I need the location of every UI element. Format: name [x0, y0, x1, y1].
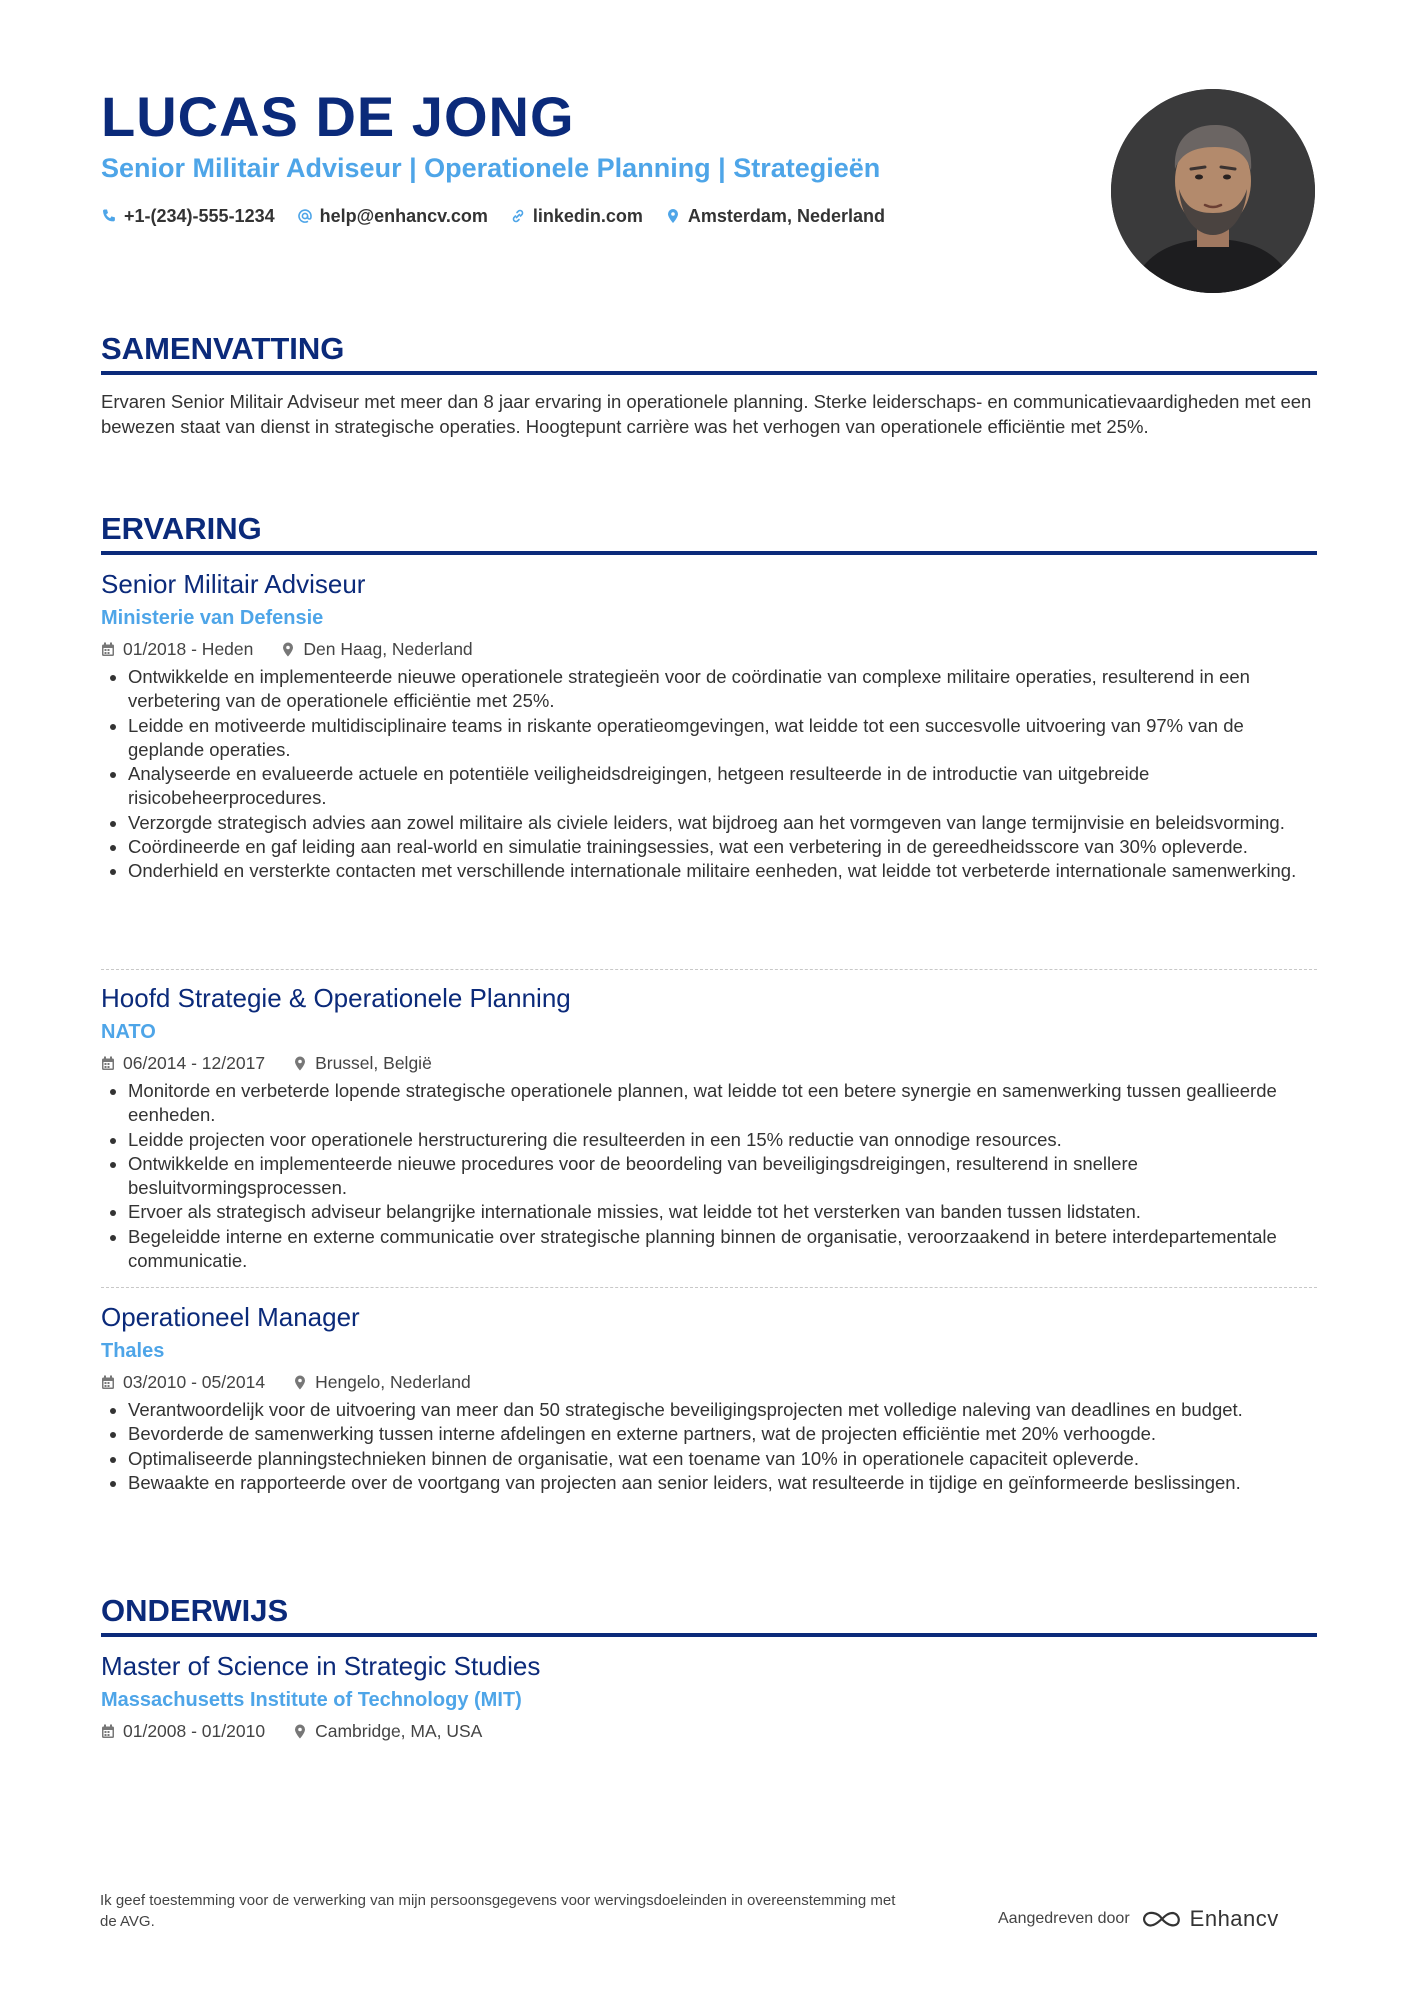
consent-note: Ik geef toestemming voor de verwerking van mijn persoonsgegevens voor wervingsdoeleinden in overeenstemming met de AVG.: [100, 1892, 896, 1930]
job-meta: [101, 1049, 1317, 1077]
job-bullets: [101, 1398, 1317, 1495]
job-role: Hoofd Strategie & Operationele Planning: [101, 983, 571, 1013]
list-item: • Analyseerde en evalueerde actuele en potentiële veiligheidsdreigingen, hetgeen resulteerde in de introductie van uitgebreide risicobeheerprocedures.: [128, 762, 1317, 811]
email-text: help@enhancv.com: [319, 206, 488, 226]
location-pin-icon: [665, 208, 681, 224]
job-location-text: Den Haag, Nederland: [303, 639, 473, 659]
linkedin-text: linkedin.com: [532, 206, 643, 226]
contact-location: [665, 202, 885, 230]
job-role: Senior Militair Adviseur: [101, 569, 366, 599]
calendar-icon: [101, 1056, 115, 1071]
list-item: • Bevorderde de samenwerking tussen interne afdelingen en externe partners, wat de projecten efficiëntie met 20% verhoogde.: [128, 1422, 1317, 1446]
location-pin-icon: [281, 642, 295, 657]
job-organization: Thales: [101, 1340, 165, 1362]
education-location: [293, 1717, 482, 1745]
powered-by-label: Aangedreven door: [998, 1910, 1130, 1927]
contact-email[interactable]: [297, 202, 488, 230]
list-item: • Leidde en motiveerde multidisciplinaire teams in riskante operatieomgevingen, wat leidde tot een succesvolle uitvoering van 97% van de geplande operaties.: [128, 714, 1317, 763]
list-item: • Onderhield en versterkte contacten met verschillende internationale militaire eenheden, wat leidde tot verbeterde internationale samenwerking.: [128, 859, 1317, 883]
education-meta: [101, 1717, 1317, 1745]
list-item: • Coördineerde en gaf leiding aan real-world en simulatie trainingsessies, wat een verbetering in de gereedheidsscore van 30% opleverde.: [128, 835, 1317, 859]
list-item: • Ontwikkelde en implementeerde nieuwe procedures voor de beoordeling van beveiligingsdreigingen, resulterend in snellere besluitvormingsprocessen.: [128, 1152, 1317, 1201]
location-pin-icon: [293, 1375, 307, 1390]
job-bullets: [101, 1079, 1317, 1273]
job-location-text: Hengelo, Nederland: [315, 1372, 471, 1392]
link-icon: [510, 208, 526, 224]
job-role: Operationeel Manager: [101, 1302, 360, 1332]
list-item: • Verzorgde strategisch advies aan zowel militaire als civiele leiders, wat bijdroeg aan het vormgeven van lange termijnvisie en beleidsvorming.: [128, 811, 1317, 835]
job-location: [281, 635, 472, 663]
education-dates: [101, 1717, 265, 1745]
job-dates-text: 01/2018 - Heden: [123, 639, 254, 659]
job-bullets: [101, 665, 1317, 884]
job-dates: [101, 1368, 265, 1396]
contact-phone: [101, 202, 275, 230]
job-meta: [101, 1368, 1317, 1396]
job-dates-text: 06/2014 - 12/2017: [123, 1053, 266, 1073]
infinity-logo-icon: [1140, 1908, 1184, 1930]
education-location-text: Cambridge, MA, USA: [315, 1721, 483, 1741]
list-item: • Ervoer als strategisch adviseur belangrijke internationale missies, wat leidde tot het versterken van banden tussen lidstaten.: [128, 1200, 1317, 1224]
list-item: • Bewaakte en rapporteerde over de voortgang van projecten aan senior leiders, wat resulteerde in tijdige en geïnformeerde beslissingen.: [128, 1471, 1317, 1495]
powered-by[interactable]: [998, 1906, 1279, 1932]
calendar-icon: [101, 1375, 115, 1390]
location-pin-icon: [293, 1056, 307, 1071]
degree: Master of Science in Strategic Studies: [101, 1651, 541, 1681]
experience-heading: ERVARING: [101, 509, 1317, 555]
at-icon: [297, 208, 313, 224]
calendar-icon: [101, 642, 115, 657]
brand-name: Enhancv: [1189, 1906, 1279, 1931]
job-organization: NATO: [101, 1021, 156, 1043]
experience-entry-1: [101, 567, 1317, 884]
job-meta: [101, 635, 1317, 663]
profile-photo: [1111, 89, 1315, 293]
contact-bar: [101, 202, 885, 230]
job-dates: [101, 1049, 265, 1077]
contact-linkedin[interactable]: [510, 202, 643, 230]
education-entry: [101, 1649, 1317, 1745]
job-location-text: Brussel, België: [315, 1053, 432, 1073]
school: Massachusetts Institute of Technology (MIT): [101, 1689, 522, 1711]
portrait-illustration: [1111, 89, 1315, 293]
experience-entry-3: [101, 1300, 1317, 1495]
job-dates: [101, 635, 253, 663]
list-item: • Leidde projecten voor operationele herstructurering die resulteerden in een 15% reductie van onnodige resources.: [128, 1128, 1317, 1152]
candidate-name: LUCAS DE JONG: [101, 85, 575, 148]
education-heading: ONDERWIJS: [101, 1591, 1317, 1637]
job-location: [293, 1368, 471, 1396]
list-item: • Optimaliseerde planningstechnieken binnen de organisatie, wat een toename van 10% in operationele capaciteit opleverde.: [128, 1447, 1317, 1471]
phone-icon: [101, 208, 117, 224]
enhancv-logo: [1140, 1906, 1279, 1932]
candidate-title: Senior Militair Adviseur | Operationele Planning | Strategieën: [101, 153, 881, 183]
job-organization: Ministerie van Defensie: [101, 607, 324, 629]
job-dates-text: 03/2010 - 05/2014: [123, 1372, 266, 1392]
location-pin-icon: [293, 1724, 307, 1739]
experience-entry-2: [101, 981, 1317, 1273]
phone-text: +1-(234)-555-1234: [124, 206, 275, 226]
list-item: • Verantwoordelijk voor de uitvoering van meer dan 50 strategische beveiligingsprojecten met volledige naleving van deadlines en budget.: [128, 1398, 1317, 1422]
entry-divider: [101, 969, 1317, 970]
education-dates-text: 01/2008 - 01/2010: [123, 1721, 266, 1741]
summary-heading: SAMENVATTING: [101, 329, 1317, 375]
list-item: • Ontwikkelde en implementeerde nieuwe operationele strategieën voor de coördinatie van complexe militaire operaties, resulterend in een verbetering van de operationele efficiëntie met 25%.: [128, 665, 1317, 714]
list-item: • Begeleidde interne en externe communicatie over strategische planning binnen de organisatie, veroorzaakend in betere interdepartementale communicatie.: [128, 1225, 1317, 1274]
job-location: [293, 1049, 432, 1077]
location-text: Amsterdam, Nederland: [687, 206, 885, 226]
entry-divider: [101, 1287, 1317, 1288]
calendar-icon: [101, 1724, 115, 1739]
summary-text: Ervaren Senior Militair Adviseur met meer dan 8 jaar ervaring in operationele planning. Sterke leiderschaps- en communicatievaardigheden met een bewezen staat van dienst in strategische operaties. Hoogtepunt carrière was het verhogen van operationele efficiëntie met 25%.: [101, 391, 1312, 437]
list-item: • Monitorde en verbeterde lopende strategische operationele plannen, wat leidde tot een betere synergie en samenwerking tussen geallieerde eenheden.: [128, 1079, 1317, 1128]
